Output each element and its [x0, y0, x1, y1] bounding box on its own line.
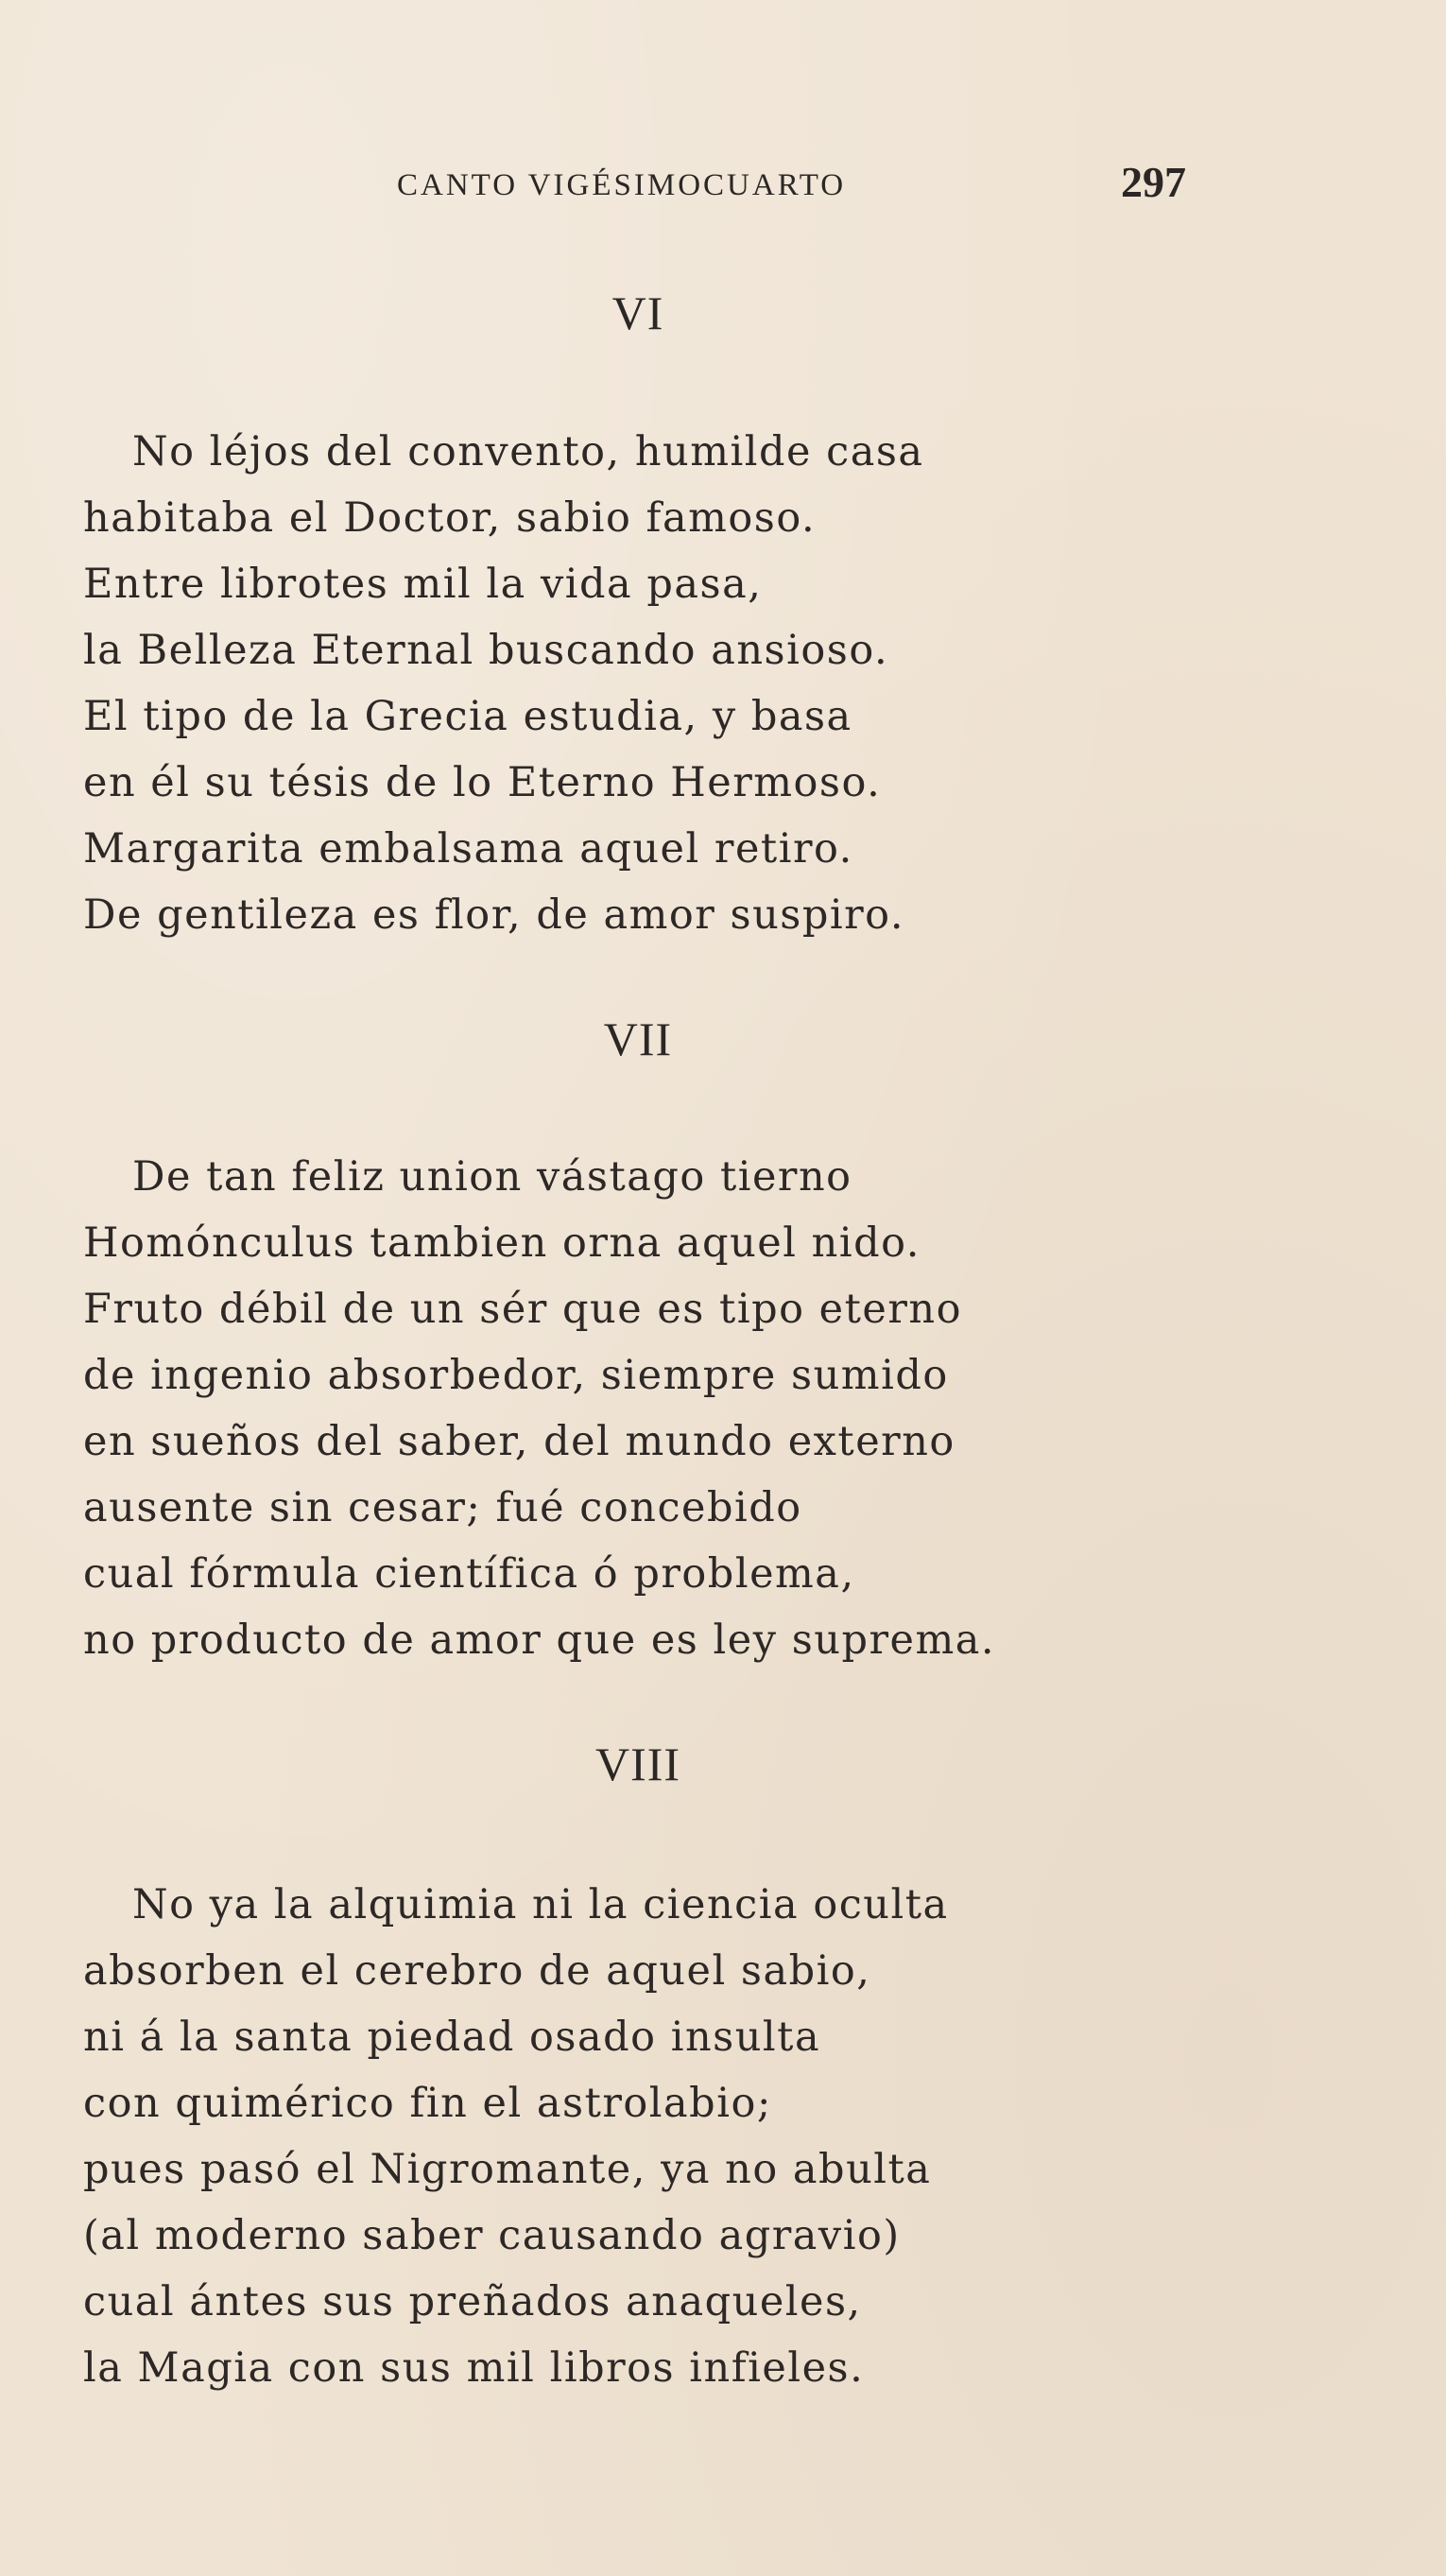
stanza-vii [83, 1144, 1217, 1673]
verse-line: No léjos del convento, humilde casa [132, 428, 924, 475]
running-title: CANTO VIGÉSIMOCUARTO [397, 168, 847, 202]
verse-line: absorben el cerebro de aquel sabio, [83, 1947, 871, 1995]
verse-line: No ya la alquimia ni la ciencia oculta [132, 1881, 949, 1928]
verse-line: de ingenio absorbedor, siempre sumido [83, 1352, 949, 1399]
verse-line: De gentileza es flor, de amor suspiro. [83, 891, 904, 939]
verse-line: no producto de amor que es ley suprema. [83, 1616, 996, 1664]
verse-line: ausente sin cesar; fué concebido [83, 1484, 802, 1531]
verse-line: De tan feliz union vástago tierno [132, 1153, 852, 1201]
verse-line: la Magia con sus mil libros infieles. [83, 2344, 865, 2392]
stanza-number-vii: VII [603, 1012, 673, 1065]
verse-line: ni á la santa piedad osado insulta [83, 2014, 821, 2061]
verse-line: con quimérico fin el astrolabio; [83, 2080, 772, 2127]
verse-line: Entre librotes mil la vida pasa, [83, 561, 763, 608]
stanza-number-vi: VI [611, 286, 664, 339]
verse-line: en sueños del saber, del mundo externo [83, 1418, 955, 1465]
stanza-viii [83, 1872, 1217, 2401]
stanza-vi [83, 419, 1217, 948]
stanza-number-viii: VIII [594, 1738, 681, 1790]
verse-line: en él su tésis de lo Eterno Hermoso. [83, 759, 882, 806]
verse-line: El tipo de la Grecia estudia, y basa [83, 693, 852, 740]
page-number: 297 [1121, 158, 1186, 206]
verse-line: cual fórmula científica ó problema, [83, 1550, 855, 1598]
running-head [0, 158, 1446, 217]
verse-line: (al moderno saber causando agravio) [83, 2212, 901, 2259]
verse-line: Homónculus tambien orna aquel nido. [83, 1219, 921, 1267]
verse-line: la Belleza Eternal buscando ansioso. [83, 627, 889, 674]
verse-line: Margarita embalsama aquel retiro. [83, 825, 853, 873]
verse-line: pues pasó el Nigromante, ya no abulta [83, 2146, 932, 2193]
verse-line: Fruto débil de un sér que es tipo eterno [83, 1286, 962, 1333]
verse-line: habitaba el Doctor, sabio famoso. [83, 494, 817, 542]
verse-line: cual ántes sus preñados anaqueles, [83, 2278, 862, 2325]
